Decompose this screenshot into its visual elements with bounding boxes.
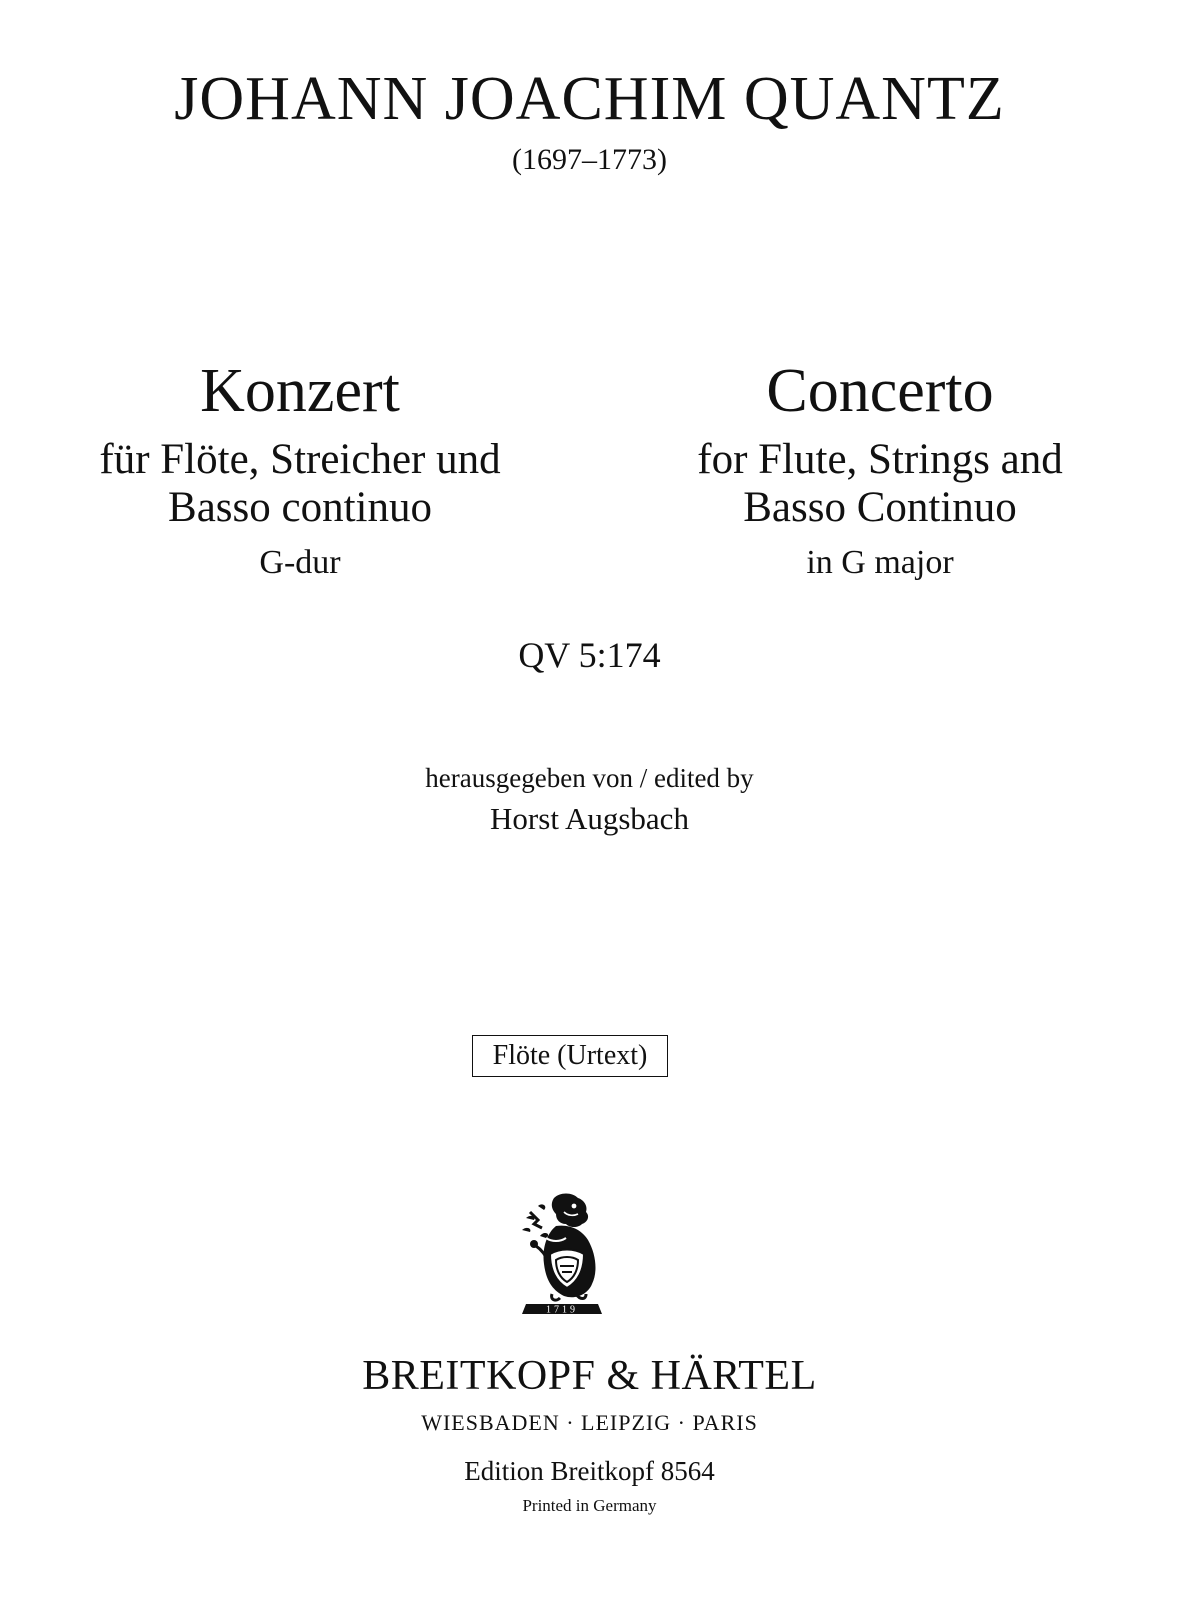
english-subtitle-line2: Basso Continuo <box>743 484 1017 531</box>
english-title-block <box>610 357 1150 581</box>
composer-name: JOHANN JOACHIM QUANTZ <box>174 65 1005 133</box>
german-title-block <box>40 357 560 581</box>
part-label-box: Flöte (Urtext) <box>472 1035 668 1077</box>
catalogue-number: QV 5:174 <box>518 635 661 675</box>
english-title: Concerto <box>766 357 994 425</box>
editor-name: Horst Augsbach <box>490 801 689 836</box>
edited-by-label: herausgegeben von / edited by <box>425 763 754 793</box>
edition-number: Edition Breitkopf 8564 <box>464 1456 715 1486</box>
emblem-year: 1719 <box>546 1304 578 1316</box>
printed-in: Printed in Germany <box>522 1496 657 1515</box>
english-key: in G major <box>806 544 954 581</box>
publisher-name: BREITKOPF & HÄRTEL <box>362 1353 817 1399</box>
german-key: G-dur <box>259 544 341 581</box>
german-title: Konzert <box>200 357 400 425</box>
composer-dates: (1697–1773) <box>512 143 667 176</box>
german-subtitle-line1: für Flöte, Streicher und <box>99 436 501 483</box>
publisher-emblem-icon <box>516 1190 608 1322</box>
english-subtitle-line1: for Flute, Strings and <box>697 436 1063 483</box>
german-subtitle-line2: Basso continuo <box>168 484 432 531</box>
publisher-cities: WIESBADEN · LEIPZIG · PARIS <box>421 1410 758 1435</box>
